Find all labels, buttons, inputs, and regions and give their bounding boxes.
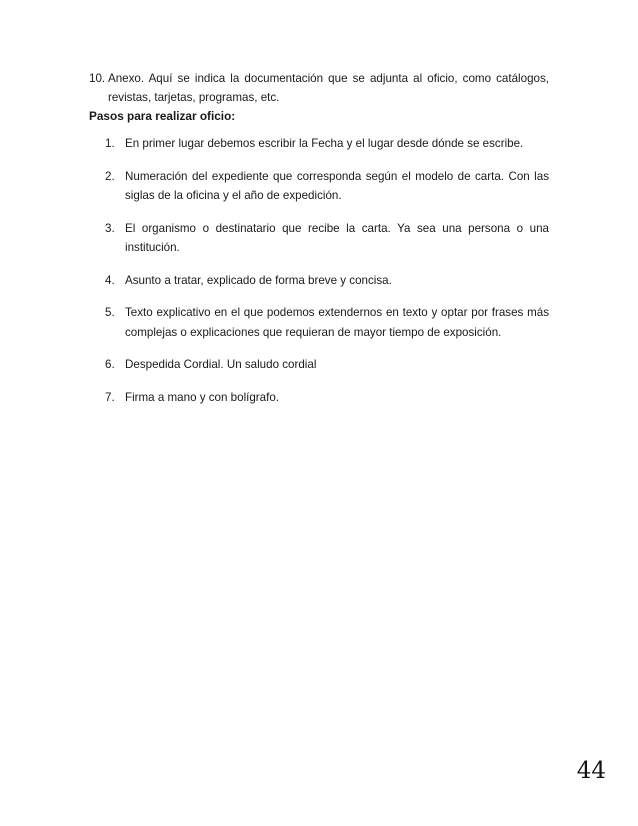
list-item bbox=[89, 388, 549, 408]
step-text: Despedida Cordial. Un saludo cordial bbox=[125, 358, 317, 371]
list-item bbox=[89, 134, 549, 154]
step-text: Texto explicativo en el que podemos extendernos en texto y optar por frases más complejas o explicaciones que requieran de mayor tiempo de exposición. bbox=[125, 306, 549, 339]
annex-item bbox=[89, 69, 549, 107]
step-number: 5. bbox=[105, 306, 115, 319]
steps-list bbox=[89, 134, 549, 420]
list-item bbox=[89, 355, 549, 375]
step-text: El organismo o destinatario que recibe la carta. Ya sea una persona o una institución. bbox=[125, 221, 549, 254]
step-number: 6. bbox=[105, 358, 115, 371]
step-text: En primer lugar debemos escribir la Fecha y el lugar desde dónde se escribe. bbox=[125, 137, 524, 150]
step-number: 7. bbox=[105, 390, 115, 404]
step-text: Firma a mano y con bolígrafo. bbox=[125, 390, 280, 404]
section-heading: Pasos para realizar oficio: bbox=[89, 109, 236, 123]
step-number: 4. bbox=[105, 273, 115, 287]
list-item bbox=[89, 219, 549, 258]
step-number: 2. bbox=[105, 169, 115, 183]
annex-text: Anexo. Aquí se indica la documentación que se adjunta al oficio, como catálogos, revistas, tarjetas, programas, etc. bbox=[108, 72, 549, 104]
step-text: Asunto a tratar, explicado de forma breve y concisa. bbox=[125, 273, 392, 287]
list-item bbox=[89, 167, 549, 206]
step-text: Numeración del expediente que corresponda según el modelo de carta. Con las siglas de la oficina y el año de expedición. bbox=[125, 169, 549, 202]
step-number: 3. bbox=[105, 221, 115, 235]
list-item bbox=[89, 303, 549, 342]
annex-number: 10. bbox=[89, 72, 106, 85]
page-number: 44 bbox=[576, 758, 606, 784]
step-number: 1. bbox=[105, 137, 115, 150]
list-item bbox=[89, 271, 549, 291]
